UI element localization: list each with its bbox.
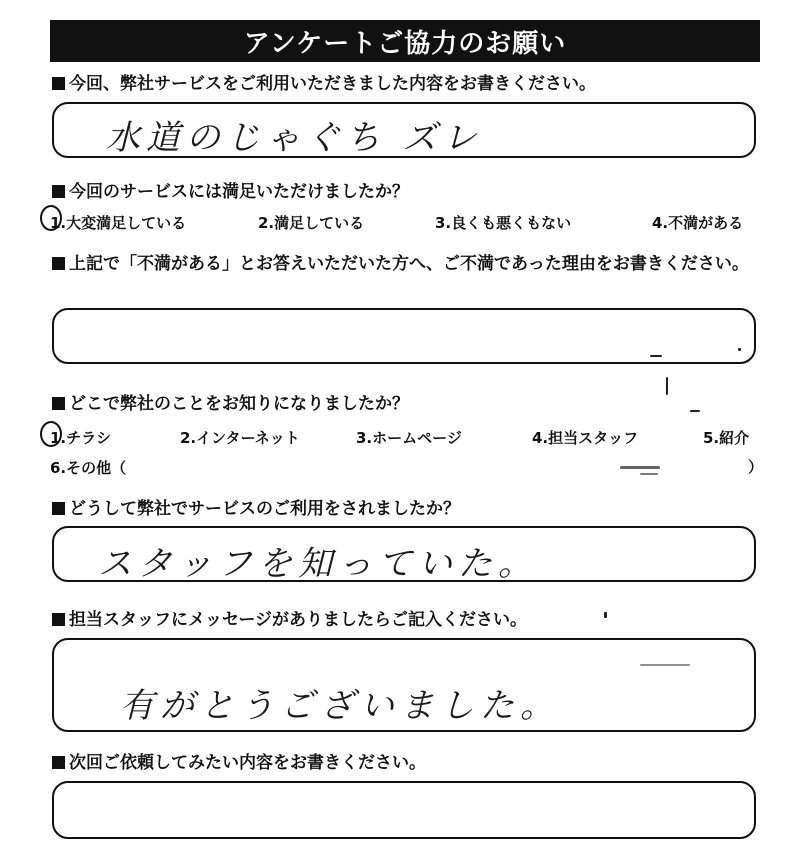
form-title-banner (50, 20, 760, 62)
scan-speck (640, 473, 658, 475)
question-5 (52, 498, 460, 520)
scan-speck (650, 355, 662, 357)
scan-speck (690, 410, 700, 412)
question-3-label: 上記で「不満がある」とお答えいただいた方へ、ご不満であった理由をお書きください。 (69, 254, 749, 274)
question-7 (52, 752, 426, 774)
form-title: アンケートご協力のお願い (243, 28, 567, 59)
question-4 (52, 393, 409, 415)
scan-speck (666, 377, 668, 395)
source-option-5[interactable]: 5.紹介 (703, 429, 750, 447)
satisfaction-option-4[interactable]: 4.不満がある (652, 214, 744, 232)
question-3 (52, 252, 762, 276)
source-option-6[interactable]: 6.その他（ (50, 459, 127, 477)
satisfaction-option-3[interactable]: 3.良くも悪くもない (435, 214, 572, 232)
answer-box-1[interactable] (52, 102, 756, 158)
answer-5-handwriting: スタッフを知っていた。 (98, 544, 538, 584)
bullet-square-icon (52, 756, 65, 769)
other-close-paren: ） (748, 458, 764, 476)
satisfaction-option-1[interactable]: 1.大変満足している (50, 214, 187, 232)
source-option-3[interactable]: 3.ホームページ (356, 429, 462, 447)
bullet-square-icon (52, 77, 65, 90)
question-2 (52, 181, 409, 203)
answer-box-6[interactable] (52, 638, 756, 732)
question-5-label: どうして弊社でサービスのご利用をされましたか？ (69, 499, 460, 519)
question-6-label: 担当スタッフにメッセージがありましたらご記入ください。 (69, 610, 527, 630)
answer-6-handwriting: 有がとうございました。 (120, 686, 560, 726)
bullet-square-icon (52, 257, 65, 270)
answer-box-5[interactable] (52, 526, 756, 582)
question-7-label: 次回ご依頼してみたい内容をお書きください。 (69, 753, 426, 773)
scan-speck (640, 664, 690, 666)
source-option-2[interactable]: 2.インターネット (180, 429, 300, 447)
bullet-square-icon (52, 185, 65, 198)
question-2-label: 今回のサービスには満足いただけましたか？ (69, 182, 409, 202)
satisfaction-option-2[interactable]: 2.満足している (258, 214, 365, 232)
scan-speck (620, 466, 660, 469)
question-1-label: 今回、弊社サービスをご利用いただきました内容をお書きください。 (69, 74, 596, 94)
bullet-square-icon (52, 502, 65, 515)
scan-speck (604, 612, 607, 618)
question-6 (52, 609, 527, 631)
source-option-4[interactable]: 4.担当スタッフ (532, 429, 639, 447)
question-1 (52, 73, 596, 95)
scan-speck (738, 348, 741, 351)
answer-box-7[interactable] (52, 781, 756, 839)
bullet-square-icon (52, 613, 65, 626)
answer-1-handwriting: 水道のじゃぐち ズレ (106, 118, 483, 158)
bullet-square-icon (52, 397, 65, 410)
source-option-1[interactable]: 1.チラシ (50, 429, 112, 447)
question-4-label: どこで弊社のことをお知りになりましたか？ (69, 394, 409, 414)
